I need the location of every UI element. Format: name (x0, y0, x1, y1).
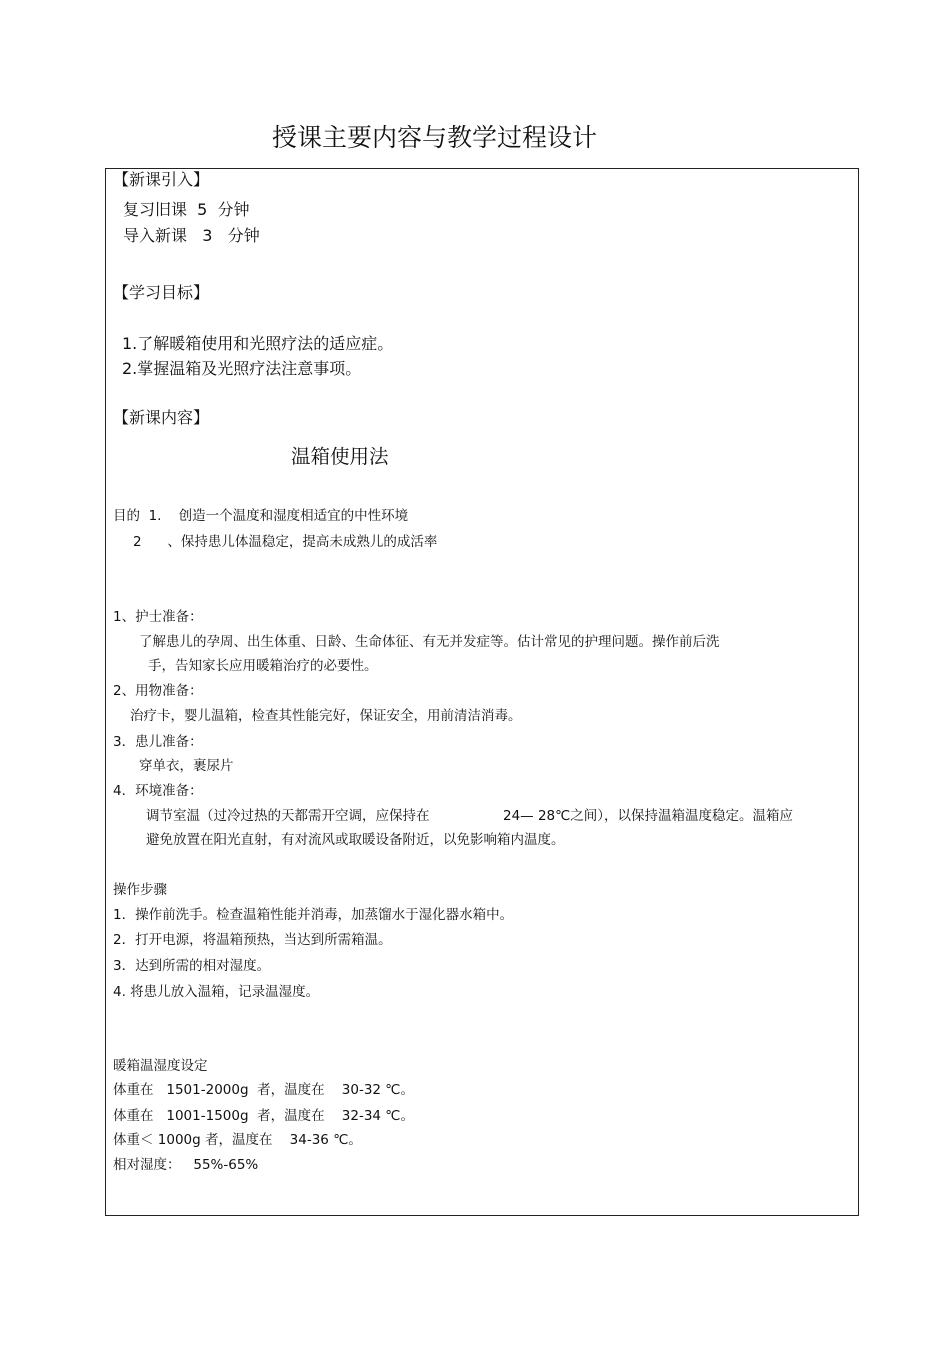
nurse-prep-text-2: 手，告知家长应用暖箱治疗的必要性。 (148, 658, 378, 674)
purpose-line-2: 2 、保持患儿体温稳定，提高未成熟儿的成活率 (133, 534, 438, 550)
patient-prep-heading: 3．患儿准备： (113, 734, 203, 750)
env-prep-text-1a: 调节室温（过冷过热的天都需开空调，应保持在 (146, 808, 430, 824)
step-item-1: 1．操作前洗手。检查温箱性能并消毒，加蒸馏水于湿化器水箱中。 (113, 907, 514, 923)
settings-heading: 暖箱温湿度设定 (113, 1058, 208, 1074)
env-prep-text-2: 避免放置在阳光直射，有对流风或取暖设备附近，以免影响箱内温度。 (146, 832, 565, 848)
nurse-prep-heading: 1、护士准备： (113, 609, 203, 625)
intro-lead-line: 导入新课 3 分钟 (123, 226, 260, 245)
intro-review-line: 复习旧课 5 分钟 (123, 200, 250, 219)
settings-row-3: 体重＜ 1000g 者，温度在 34-36 ℃。 (113, 1132, 362, 1148)
settings-row-2: 体重在 1001-1500g 者，温度在 32-34 ℃。 (113, 1108, 414, 1124)
content-heading: 【新课内容】 (113, 408, 210, 427)
item-prep-text: 治疗卡，婴儿温箱，检查其性能完好，保证安全，用前清洁消毒。 (130, 708, 522, 724)
steps-heading: 操作步骤 (113, 882, 167, 898)
patient-prep-text: 穿单衣，裹尿片 (139, 758, 234, 774)
goal-item-2: 2.掌握温箱及光照疗法注意事项。 (122, 359, 362, 378)
env-prep-heading: 4．环境准备： (113, 783, 203, 799)
goal-item-1: 1.了解暖箱使用和光照疗法的适应症。 (122, 334, 394, 353)
step-item-3: 3．达到所需的相对湿度。 (113, 958, 271, 974)
section-subtitle: 温箱使用法 (291, 445, 389, 468)
item-prep-heading: 2、用物准备： (113, 683, 203, 699)
settings-row-1: 体重在 1501-2000g 者，温度在 30-32 ℃。 (113, 1082, 414, 1098)
content-frame (105, 168, 859, 1216)
goals-heading: 【学习目标】 (113, 283, 210, 302)
env-prep-text-1b: 24— 28℃之间），以保持温箱温度稳定。温箱应 (503, 808, 794, 824)
settings-row-humidity: 相对湿度： 55%-65% (113, 1157, 259, 1173)
intro-heading: 【新课引入】 (113, 170, 210, 189)
purpose-line-1: 目的 1. 创造一个温度和湿度相适宜的中性环境 (113, 508, 409, 524)
nurse-prep-text-1: 了解患儿的孕周、出生体重、日龄、生命体征、有无并发症等。估计常见的护理问题。操作前后洗 (139, 634, 720, 650)
step-item-2: 2．打开电源，将温箱预热，当达到所需箱温。 (113, 932, 392, 948)
step-item-4: 4. 将患儿放入温箱，记录温湿度。 (113, 984, 320, 1000)
page-title: 授课主要内容与教学过程设计 (272, 123, 598, 152)
